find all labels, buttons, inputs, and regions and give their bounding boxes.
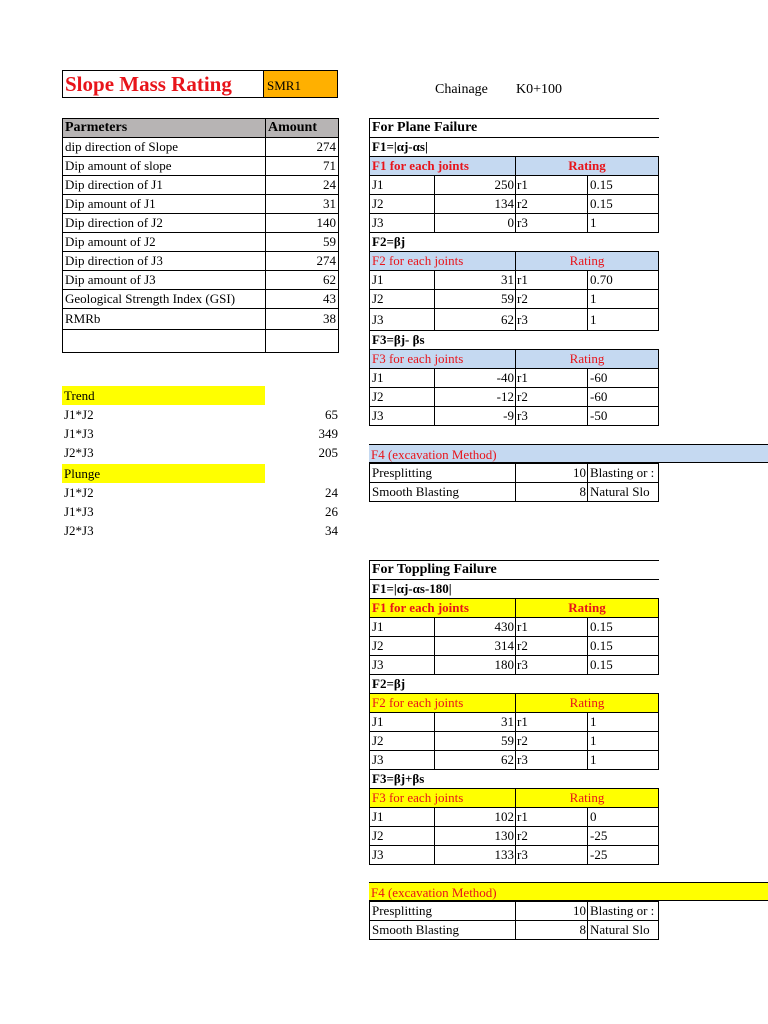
method-value[interactable]: 8 xyxy=(516,483,588,502)
toppling-f1-sublabel: F1 for each joints xyxy=(370,599,516,618)
plane-f1-sublabel: F1 for each joints xyxy=(370,157,516,176)
joint-value[interactable]: 62 xyxy=(435,751,516,770)
param-label: Dip amount of J3 xyxy=(63,271,266,290)
joint-value[interactable]: -9 xyxy=(435,407,516,426)
table-row xyxy=(63,176,339,195)
method-value[interactable]: 10 xyxy=(516,464,588,483)
rating-value[interactable]: 1 xyxy=(588,732,659,751)
r-label: r2 xyxy=(516,290,588,309)
rating-value[interactable]: 1 xyxy=(588,290,659,309)
joint-label: J1 xyxy=(370,176,435,195)
plunge-value[interactable]: 24 xyxy=(325,485,338,500)
plunge-value[interactable]: 34 xyxy=(325,523,338,538)
list-item xyxy=(62,483,338,502)
joint-label: J1 xyxy=(370,808,435,827)
table-row xyxy=(370,921,659,940)
joint-label: J3 xyxy=(370,407,435,426)
joint-label: J2 xyxy=(370,637,435,656)
param-label: Geological Strength Index (GSI) xyxy=(63,290,266,309)
table-row xyxy=(370,827,659,846)
param-label: Dip amount of J1 xyxy=(63,195,266,214)
param-label: Dip amount of J2 xyxy=(63,233,266,252)
plunge-label: Plunge xyxy=(62,464,265,483)
table-row xyxy=(370,656,659,675)
formula-row xyxy=(370,331,659,350)
param-label: Dip direction of J1 xyxy=(63,176,266,195)
param-value[interactable]: 38 xyxy=(266,309,339,330)
rating-header: Rating xyxy=(516,252,659,271)
rating-header: Rating xyxy=(516,350,659,369)
toppling-f1-formula: F1=|αj-αs-180| xyxy=(370,580,659,599)
parameters-table xyxy=(62,118,339,353)
joint-label: J3 xyxy=(370,751,435,770)
plane-f4-table xyxy=(369,463,659,502)
list-item xyxy=(62,502,338,521)
joint-value[interactable]: 250 xyxy=(435,176,516,195)
subheader-row xyxy=(370,350,659,369)
joint-value[interactable]: 134 xyxy=(435,195,516,214)
table-row xyxy=(370,618,659,637)
amount-column-header: Amount xyxy=(266,119,339,138)
list-item xyxy=(62,521,338,540)
trend-value[interactable]: 349 xyxy=(318,426,338,441)
joint-value[interactable]: -40 xyxy=(435,369,516,388)
toppling-f2-sublabel: F2 for each joints xyxy=(370,694,516,713)
plunge-pair: J1*J3 xyxy=(64,504,94,519)
method-note: Natural Slo xyxy=(588,483,659,502)
table-row xyxy=(63,309,339,330)
table-row xyxy=(370,369,659,388)
rating-value[interactable]: 1 xyxy=(588,309,659,331)
table-row xyxy=(63,252,339,271)
method-label: Presplitting xyxy=(370,464,516,483)
joint-value[interactable]: 31 xyxy=(435,271,516,290)
rating-header: Rating xyxy=(516,789,659,808)
joint-value[interactable]: 130 xyxy=(435,827,516,846)
formula-row xyxy=(370,580,659,599)
rating-value[interactable]: -50 xyxy=(588,407,659,426)
table-row xyxy=(370,464,659,483)
toppling-failure-table xyxy=(369,560,659,865)
trend-value[interactable]: 205 xyxy=(318,445,338,460)
rating-value[interactable]: -25 xyxy=(588,827,659,846)
joint-label: J1 xyxy=(370,618,435,637)
section-title-row xyxy=(370,119,659,138)
table-row xyxy=(370,846,659,865)
r-label: r1 xyxy=(516,176,588,195)
method-note: Blasting or : xyxy=(588,464,659,483)
method-note: Blasting or : xyxy=(588,902,659,921)
rating-header: Rating xyxy=(516,157,659,176)
formula-row xyxy=(370,233,659,252)
joint-label: J2 xyxy=(370,388,435,407)
param-value[interactable]: 59 xyxy=(266,233,339,252)
list-item xyxy=(62,424,338,443)
table-row xyxy=(370,271,659,290)
plane-failure-table xyxy=(369,118,659,426)
joint-label: J3 xyxy=(370,309,435,331)
param-value[interactable]: 24 xyxy=(266,176,339,195)
rating-value[interactable]: 1 xyxy=(588,713,659,732)
table-row xyxy=(63,271,339,290)
joint-value[interactable]: 59 xyxy=(435,732,516,751)
subheader-row xyxy=(370,599,659,618)
method-label: Smooth Blasting xyxy=(370,921,516,940)
r-label: r1 xyxy=(516,369,588,388)
method-value[interactable]: 8 xyxy=(516,921,588,940)
joint-value[interactable]: 102 xyxy=(435,808,516,827)
table-row xyxy=(370,388,659,407)
joint-label: J3 xyxy=(370,846,435,865)
param-label: RMRb xyxy=(63,309,266,330)
r-label: r2 xyxy=(516,827,588,846)
subheader-row xyxy=(370,789,659,808)
toppling-f4-band: F4 (excavation Method) xyxy=(369,882,768,901)
smr-code-cell[interactable]: SMR1 xyxy=(264,70,338,98)
joint-label: J1 xyxy=(370,713,435,732)
parameters-header-row xyxy=(63,119,339,138)
list-item xyxy=(62,405,338,424)
table-row xyxy=(370,290,659,309)
section-title-row xyxy=(370,561,659,580)
param-value[interactable]: 140 xyxy=(266,214,339,233)
table-row xyxy=(370,176,659,195)
rating-value[interactable]: 0.15 xyxy=(588,656,659,675)
joint-value[interactable]: 430 xyxy=(435,618,516,637)
joint-label: J1 xyxy=(370,369,435,388)
param-value[interactable]: 274 xyxy=(266,252,339,271)
formula-row xyxy=(370,675,659,694)
r-label: r3 xyxy=(516,751,588,770)
r-label: r3 xyxy=(516,407,588,426)
table-row xyxy=(370,637,659,656)
rating-header: Rating xyxy=(516,694,659,713)
toppling-f3-formula: F3=βj+βs xyxy=(370,770,659,789)
method-label: Presplitting xyxy=(370,902,516,921)
table-row xyxy=(370,808,659,827)
table-row xyxy=(370,195,659,214)
joint-value[interactable]: 0 xyxy=(435,214,516,233)
joint-label: J2 xyxy=(370,195,435,214)
toppling-f3-sublabel: F3 for each joints xyxy=(370,789,516,808)
trend-pair: J2*J3 xyxy=(64,445,94,460)
subheader-row xyxy=(370,157,659,176)
table-row xyxy=(370,483,659,502)
chainage-label: Chainage xyxy=(435,82,488,97)
param-value[interactable]: 71 xyxy=(266,157,339,176)
table-row xyxy=(63,195,339,214)
joint-value[interactable]: 31 xyxy=(435,713,516,732)
rating-value[interactable]: -60 xyxy=(588,369,659,388)
table-row xyxy=(370,902,659,921)
table-row-empty xyxy=(63,330,339,353)
joint-label: J2 xyxy=(370,732,435,751)
method-note: Natural Slo xyxy=(588,921,659,940)
joint-label: J2 xyxy=(370,290,435,309)
param-value[interactable]: 274 xyxy=(266,138,339,157)
table-row xyxy=(370,751,659,770)
toppling-f2-formula: F2=βj xyxy=(370,675,659,694)
r-label: r3 xyxy=(516,214,588,233)
trend-pair: J1*J2 xyxy=(64,407,94,422)
table-row xyxy=(63,138,339,157)
rating-value[interactable]: 0.15 xyxy=(588,195,659,214)
r-label: r3 xyxy=(516,656,588,675)
joint-value[interactable]: 314 xyxy=(435,637,516,656)
toppling-failure-title: For Toppling Failure xyxy=(370,561,659,580)
joint-label: J3 xyxy=(370,214,435,233)
joint-value[interactable]: 59 xyxy=(435,290,516,309)
toppling-f4-table xyxy=(369,901,659,940)
r-label: r2 xyxy=(516,195,588,214)
param-value[interactable]: 43 xyxy=(266,290,339,309)
joint-value[interactable]: 133 xyxy=(435,846,516,865)
table-row xyxy=(63,233,339,252)
rating-value[interactable]: -60 xyxy=(588,388,659,407)
rating-header: Rating xyxy=(516,599,659,618)
r-label: r1 xyxy=(516,271,588,290)
formula-row xyxy=(370,770,659,789)
plane-failure-title: For Plane Failure xyxy=(370,119,659,138)
r-label: r3 xyxy=(516,309,588,331)
param-label: Dip direction of J3 xyxy=(63,252,266,271)
trend-label: Trend xyxy=(62,386,265,405)
method-label: Smooth Blasting xyxy=(370,483,516,502)
joint-label: J1 xyxy=(370,271,435,290)
rating-value[interactable]: -25 xyxy=(588,846,659,865)
sheet-title: Slope Mass Rating xyxy=(62,70,264,98)
list-item xyxy=(62,443,338,462)
joint-value[interactable]: -12 xyxy=(435,388,516,407)
formula-row xyxy=(370,138,659,157)
table-row xyxy=(370,713,659,732)
plunge-pair: J2*J3 xyxy=(64,523,94,538)
plane-f1-formula: F1=|αj-αs| xyxy=(370,138,659,157)
table-row xyxy=(63,157,339,176)
r-label: r1 xyxy=(516,618,588,637)
joint-label: J2 xyxy=(370,827,435,846)
subheader-row xyxy=(370,252,659,271)
r-label: r2 xyxy=(516,388,588,407)
table-row xyxy=(63,290,339,309)
table-row xyxy=(370,407,659,426)
trend-pair: J1*J3 xyxy=(64,426,94,441)
param-value[interactable]: 62 xyxy=(266,271,339,290)
table-row xyxy=(370,732,659,751)
joint-value[interactable]: 180 xyxy=(435,656,516,675)
chainage-value[interactable]: K0+100 xyxy=(516,82,563,97)
method-value[interactable]: 10 xyxy=(516,902,588,921)
joint-value[interactable]: 62 xyxy=(435,309,516,331)
param-label: Dip amount of slope xyxy=(63,157,266,176)
table-row xyxy=(63,214,339,233)
subheader-row xyxy=(370,694,659,713)
param-label: dip direction of Slope xyxy=(63,138,266,157)
joint-label: J3 xyxy=(370,656,435,675)
plane-f2-sublabel: F2 for each joints xyxy=(370,252,516,271)
parameters-column-header: Parmeters xyxy=(63,119,266,138)
plane-f4-band: F4 (excavation Method) xyxy=(369,444,768,463)
rating-value[interactable]: 0.15 xyxy=(588,618,659,637)
rating-value[interactable]: 1 xyxy=(588,214,659,233)
table-row xyxy=(370,214,659,233)
plane-f2-formula: F2=βj xyxy=(370,233,659,252)
rating-value[interactable]: 0 xyxy=(588,808,659,827)
param-label: Dip direction of J2 xyxy=(63,214,266,233)
r-label: r1 xyxy=(516,808,588,827)
plane-f3-formula: F3=βj- βs xyxy=(370,331,659,350)
rating-value[interactable]: 0.70 xyxy=(588,271,659,290)
rating-value[interactable]: 1 xyxy=(588,751,659,770)
rating-value[interactable]: 0.15 xyxy=(588,637,659,656)
table-row xyxy=(370,309,659,331)
plane-f3-sublabel: F3 for each joints xyxy=(370,350,516,369)
trend-value[interactable]: 65 xyxy=(325,407,338,422)
r-label: r3 xyxy=(516,846,588,865)
empty-cell[interactable] xyxy=(266,330,339,353)
r-label: r2 xyxy=(516,637,588,656)
plunge-value[interactable]: 26 xyxy=(325,504,338,519)
r-label: r2 xyxy=(516,732,588,751)
empty-cell[interactable] xyxy=(63,330,266,353)
r-label: r1 xyxy=(516,713,588,732)
plunge-pair: J1*J2 xyxy=(64,485,94,500)
rating-value[interactable]: 0.15 xyxy=(588,176,659,195)
param-value[interactable]: 31 xyxy=(266,195,339,214)
